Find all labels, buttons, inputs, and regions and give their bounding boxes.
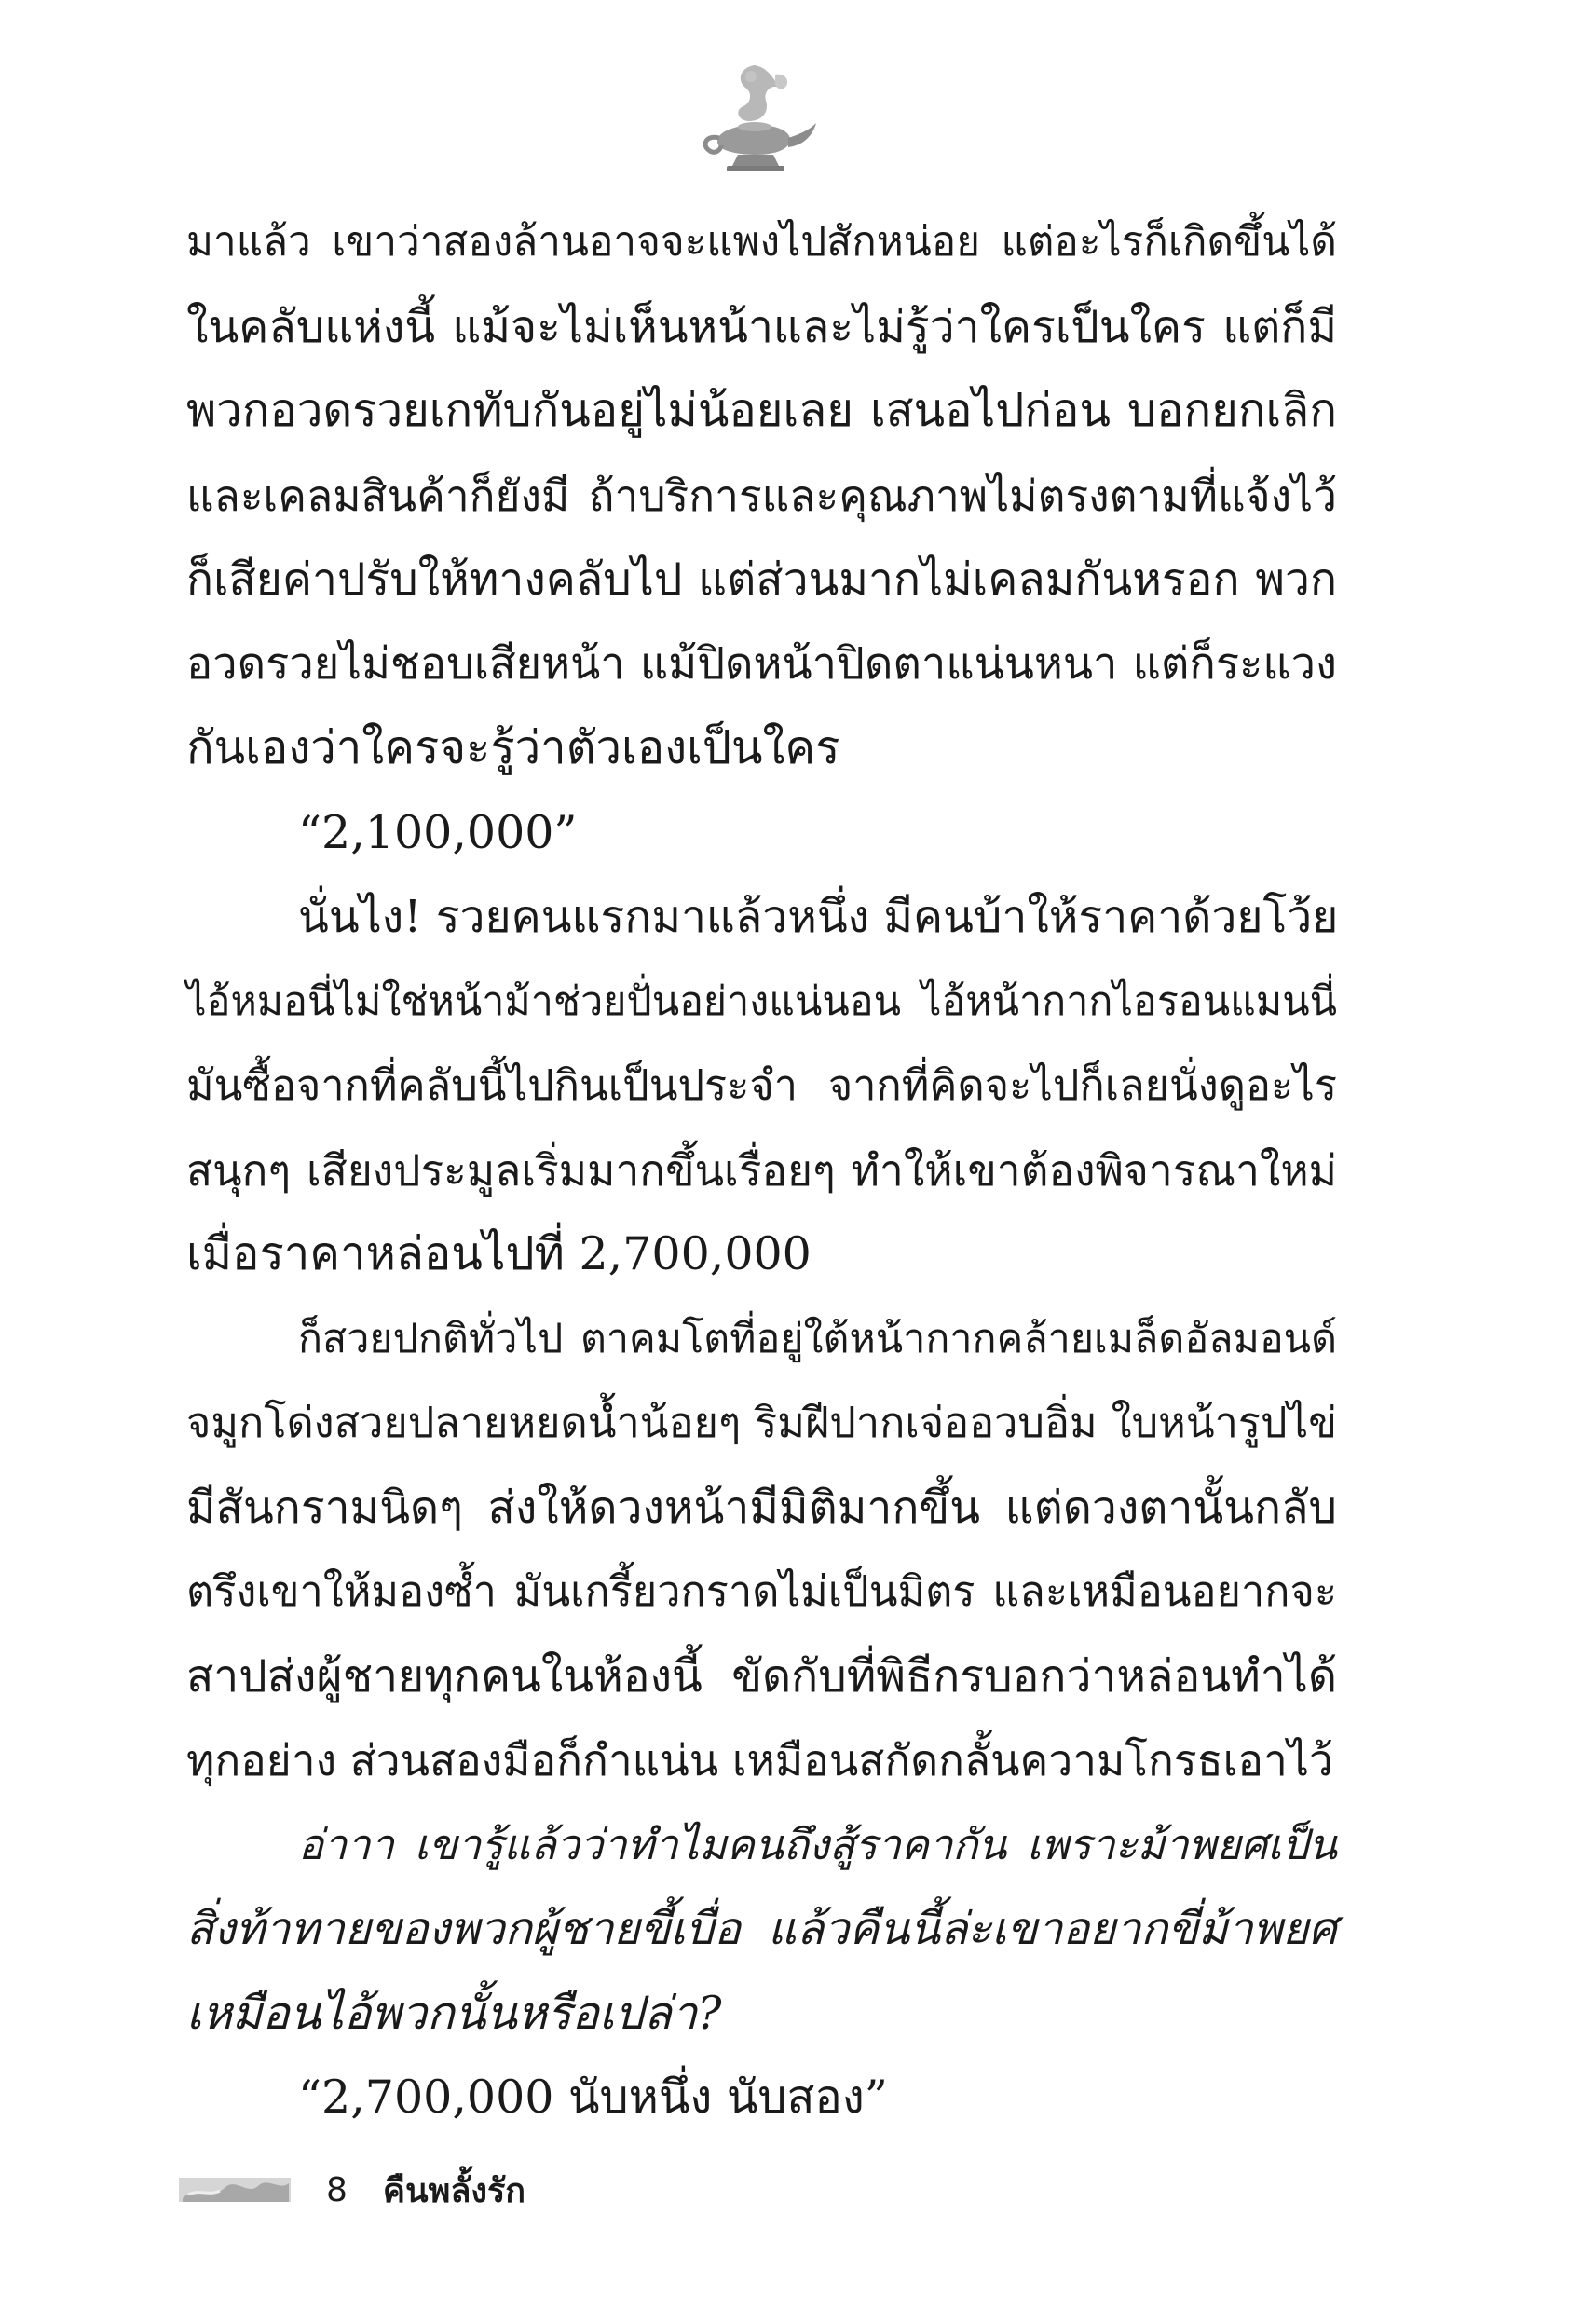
paragraph-line: นั่นไง! รวยคนแรกมาแล้วหนึ่ง มีคนบ้าให้ราคาด้วยโว้ย [298,891,1339,943]
paragraph-line: มาแล้ว เขาว่าสองล้านอาจจะแพงไปสักหน่อย แต่อะไรก็เกิดขึ้นได้ [186,218,1337,266]
decorative-bar-icon [179,2174,291,2206]
genie-lamp-icon [689,56,820,177]
paragraph-line: สาปส่งผู้ชายทุกคนในห้องนี้ ขัดกับที่พิธีกรบอกว่าหล่อนทำได้ [186,1649,1337,1702]
paragraph-line: ก็เสียค่าปรับให้ทางคลับไป แต่ส่วนมากไม่เคลมกันหรอก พวก [186,554,1337,606]
paragraph-line: ไอ้หมอนี่ไม่ใช่หน้าม้าช่วยปั่นอย่างแน่นอน ไอ้หน้ากากไอรอนแมนนี่ [186,978,1337,1025]
paragraph-line: พวกอวดรวยเกทับกันอยู่ไม่น้อยเลย เสนอไปก่อน บอกยกเลิก [186,384,1337,437]
italic-thought-line: สิ่งท้าทายของพวกผู้ชายขี้เบื่อ แล้วคืนนี้ล่ะเขาอยากขี่ม้าพยศ [186,1903,1337,1955]
paragraph-line: และเคลมสินค้าก็ยังมี ถ้าบริการและคุณภาพไม่ตรงตามที่แจ้งไว้ [186,470,1337,521]
paragraph-line: อวดรวยไม่ชอบเสียหน้า แม้ปิดหน้าปิดตาแน่นหนา แต่ก็ระแวง [186,637,1337,690]
body-text [186,200,1337,2140]
dialogue-line: “2,700,000 นับหนึ่ง นับสอง” [298,2071,888,2124]
paragraph-line: ตรึงเขาให้มองซ้ำ มันเกรี้ยวกราดไม่เป็นมิตร และเหมือนอยากจะ [186,1566,1337,1616]
paragraph-line: สนุกๆ เสียงประมูลเริ่มมากขึ้นเรื่อยๆ ทำให้เขาต้องพิจารณาใหม่ [186,1144,1337,1196]
paragraph-line: เมื่อราคาหล่อนไปที่ 2,700,000 [186,1227,812,1280]
italic-thought-line: อ่าาา เขารู้แล้วว่าทำไมคนถึงสู้ราคากัน เพราะม้าพยศเป็น [298,1819,1337,1869]
page-number: 8 [326,2170,348,2209]
paragraph-line: จมูกโด่งสวยปลายหยดน้ำน้อยๆ ริมฝีปากเจ่ออวบอิ่ม ใบหน้ารูปไข่ [186,1398,1337,1447]
paragraph-line: ทุกอย่าง ส่วนสองมือก็กำแน่น เหมือนสกัดกลั้นความโกรธเอาไว้ [186,1735,1333,1785]
paragraph-line: มีสันกรามนิดๆ ส่งให้ดวงหน้ามีมิติมากขึ้น แต่ดวงตานั้นกลับ [186,1481,1337,1534]
paragraph-line: มันซื้อจากที่คลับนี้ไปกินเป็นประจำ จากที่คิดจะไปก็เลยนั่งดูอะไร [186,1060,1337,1110]
italic-thought-line: เหมือนไอ้พวกนั้นหรือเปล่า? [186,1986,722,2040]
page-footer [179,2167,525,2213]
paragraph-line: ในคลับแห่งนี้ แม้จะไม่เห็นหน้าและไม่รู้ว่าใครเป็นใคร แต่ก็มี [186,300,1337,353]
paragraph-line: กันเองว่าใครจะรู้ว่าตัวเองเป็นใคร [186,721,840,774]
dialogue-line: “2,100,000” [298,805,578,859]
book-title: คืนพลั้งรัก [382,2171,526,2210]
paragraph-line: ก็สวยปกติทั่วไป ตาคมโตที่อยู่ใต้หน้ากากคล้ายเมล็ดอัลมอนด์ [298,1315,1337,1362]
